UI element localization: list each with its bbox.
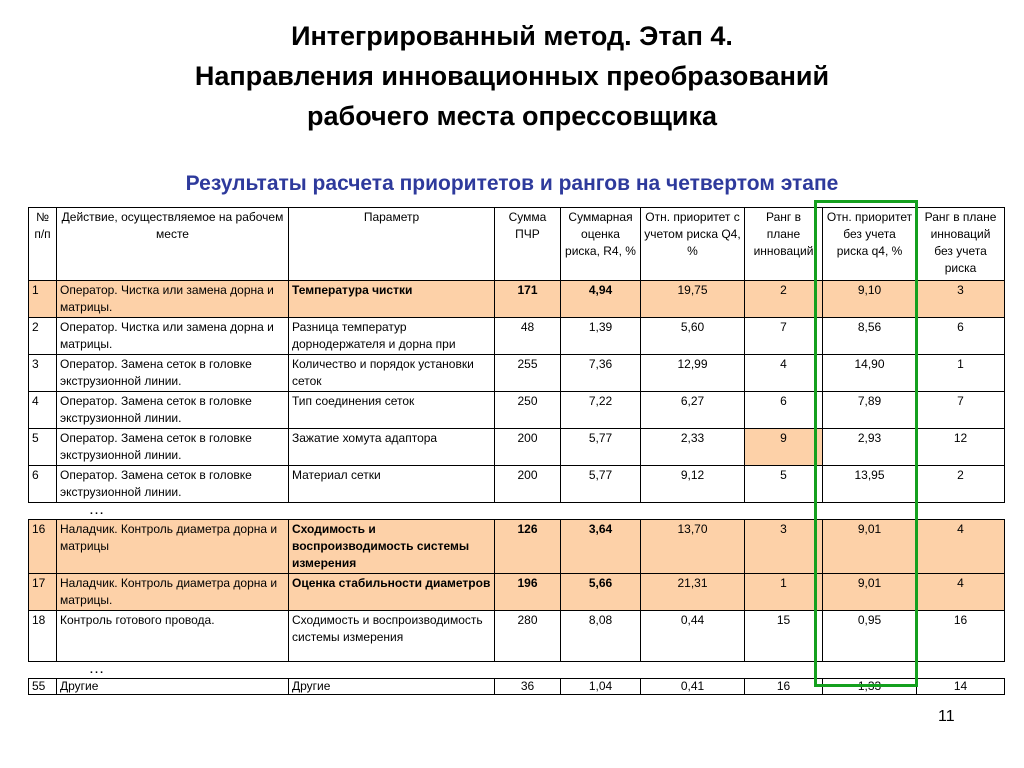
cell-rank: 7 bbox=[745, 318, 823, 355]
cell-q4: 0,41 bbox=[641, 679, 745, 695]
header-action: Действие, осуществляемое на рабочем месте bbox=[57, 208, 289, 281]
cell-num: 55 bbox=[29, 679, 57, 695]
cell-num: 2 bbox=[29, 318, 57, 355]
ellipsis: … bbox=[29, 662, 1005, 679]
cell-q4-norisk: 9,01 bbox=[823, 574, 917, 611]
table-caption: Результаты расчета приоритетов и рангов на четвертом этапе bbox=[185, 172, 839, 195]
cell-sum: 126 bbox=[495, 520, 561, 574]
cell-rank: 6 bbox=[745, 392, 823, 429]
cell-param: Другие bbox=[289, 679, 495, 695]
cell-rank-norisk: 6 bbox=[917, 318, 1005, 355]
cell-q4-norisk: 2,93 bbox=[823, 429, 917, 466]
cell-q4-norisk: 14,90 bbox=[823, 355, 917, 392]
cell-action: Оператор. Замена сеток в головке экструзионной линии. bbox=[57, 429, 289, 466]
cell-param: Оценка стабильности диаметров bbox=[289, 574, 495, 611]
cell-sum: 280 bbox=[495, 611, 561, 662]
cell-rank: 2 bbox=[745, 281, 823, 318]
cell-sum: 200 bbox=[495, 466, 561, 503]
cell-num: 3 bbox=[29, 355, 57, 392]
cell-risk: 3,64 bbox=[561, 520, 641, 574]
cell-action: Контроль готового провода. bbox=[57, 611, 289, 662]
cell-q4-norisk: 13,95 bbox=[823, 466, 917, 503]
header-rel-priority: Отн. приоритет с учетом риска Q4, % bbox=[641, 208, 745, 281]
cell-param: Температура чистки bbox=[289, 281, 495, 318]
cell-q4-norisk: 1,33 bbox=[823, 679, 917, 695]
cell-q4-norisk: 0,95 bbox=[823, 611, 917, 662]
cell-q4-norisk: 9,10 bbox=[823, 281, 917, 318]
cell-risk: 1,04 bbox=[561, 679, 641, 695]
cell-rank: 1 bbox=[745, 574, 823, 611]
highlight-frame bbox=[814, 200, 918, 687]
cell-rank-norisk: 2 bbox=[917, 466, 1005, 503]
cell-sum: 250 bbox=[495, 392, 561, 429]
cell-q4: 12,99 bbox=[641, 355, 745, 392]
cell-risk: 5,77 bbox=[561, 466, 641, 503]
cell-num: 18 bbox=[29, 611, 57, 662]
cell-rank-norisk: 1 bbox=[917, 355, 1005, 392]
cell-q4: 21,31 bbox=[641, 574, 745, 611]
cell-q4-norisk: 9,01 bbox=[823, 520, 917, 574]
cell-action: Оператор. Чистка или замена дорна и матрицы. bbox=[57, 318, 289, 355]
cell-num: 5 bbox=[29, 429, 57, 466]
cell-param: Разница температур дорнодержателя и дорна при bbox=[289, 318, 495, 355]
cell-action: Наладчик. Контроль диаметра дорна и матрицы bbox=[57, 520, 289, 574]
cell-q4: 13,70 bbox=[641, 520, 745, 574]
cell-param: Зажатие хомута адаптора bbox=[289, 429, 495, 466]
cell-risk: 5,66 bbox=[561, 574, 641, 611]
header-num: № п/п bbox=[29, 208, 57, 281]
cell-rank-norisk: 3 bbox=[917, 281, 1005, 318]
slide-title bbox=[0, 16, 1024, 136]
cell-num: 1 bbox=[29, 281, 57, 318]
cell-action: Оператор. Замена сеток в головке экструзионной линии. bbox=[57, 466, 289, 503]
cell-q4-norisk: 8,56 bbox=[823, 318, 917, 355]
header-param: Параметр bbox=[289, 208, 495, 281]
cell-rank: 3 bbox=[745, 520, 823, 574]
cell-rank-norisk: 12 bbox=[917, 429, 1005, 466]
cell-rank: 9 bbox=[745, 429, 823, 466]
cell-risk: 8,08 bbox=[561, 611, 641, 662]
cell-num: 17 bbox=[29, 574, 57, 611]
cell-rank: 15 bbox=[745, 611, 823, 662]
header-rel-priority-norisk: Отн. приоритет без учета риска q4, % bbox=[823, 208, 917, 281]
cell-action: Оператор. Чистка или замена дорна и матрицы. bbox=[57, 281, 289, 318]
title-line-1: Интегрированный метод. Этап 4. bbox=[291, 21, 733, 51]
cell-sum: 171 bbox=[495, 281, 561, 318]
cell-sum: 196 bbox=[495, 574, 561, 611]
cell-rank: 16 bbox=[745, 679, 823, 695]
page-number: 11 bbox=[938, 708, 955, 725]
title-line-3: рабочего места опрессовщика bbox=[307, 101, 717, 131]
cell-rank: 4 bbox=[745, 355, 823, 392]
cell-param: Материал сетки bbox=[289, 466, 495, 503]
cell-sum: 255 bbox=[495, 355, 561, 392]
cell-rank-norisk: 16 bbox=[917, 611, 1005, 662]
cell-q4: 6,27 bbox=[641, 392, 745, 429]
cell-param: Тип соединения сеток bbox=[289, 392, 495, 429]
cell-q4-norisk: 7,89 bbox=[823, 392, 917, 429]
cell-num: 4 bbox=[29, 392, 57, 429]
cell-param: Сходимость и воспроизводимость системы измерения bbox=[289, 611, 495, 662]
cell-rank: 5 bbox=[745, 466, 823, 503]
cell-sum: 200 bbox=[495, 429, 561, 466]
cell-q4: 5,60 bbox=[641, 318, 745, 355]
cell-num: 16 bbox=[29, 520, 57, 574]
cell-sum: 36 bbox=[495, 679, 561, 695]
cell-risk: 5,77 bbox=[561, 429, 641, 466]
cell-risk: 7,36 bbox=[561, 355, 641, 392]
cell-rank-norisk: 4 bbox=[917, 520, 1005, 574]
cell-q4: 19,75 bbox=[641, 281, 745, 318]
cell-q4: 2,33 bbox=[641, 429, 745, 466]
cell-action: Оператор. Замена сеток в головке экструзионной линии. bbox=[57, 355, 289, 392]
cell-rank-norisk: 4 bbox=[917, 574, 1005, 611]
cell-action: Другие bbox=[57, 679, 289, 695]
cell-risk: 4,94 bbox=[561, 281, 641, 318]
cell-sum: 48 bbox=[495, 318, 561, 355]
header-rank: Ранг в плане инноваций bbox=[745, 208, 823, 281]
cell-risk: 7,22 bbox=[561, 392, 641, 429]
cell-rank-norisk: 14 bbox=[917, 679, 1005, 695]
cell-action: Оператор. Замена сеток в головке экструзионной линии. bbox=[57, 392, 289, 429]
cell-q4: 9,12 bbox=[641, 466, 745, 503]
cell-action: Наладчик. Контроль диаметра дорна и матрицы. bbox=[57, 574, 289, 611]
header-risk: Суммарная оценка риска, R4, % bbox=[561, 208, 641, 281]
ellipsis: … bbox=[29, 503, 1005, 520]
title-line-2: Направления инновационных преобразований bbox=[194, 61, 830, 91]
header-sum-pchr: Сумма ПЧР bbox=[495, 208, 561, 281]
cell-q4: 0,44 bbox=[641, 611, 745, 662]
header-rank-norisk: Ранг в плане инноваций без учета риска bbox=[917, 208, 1005, 281]
cell-param: Количество и порядок установки сеток bbox=[289, 355, 495, 392]
cell-risk: 1,39 bbox=[561, 318, 641, 355]
cell-num: 6 bbox=[29, 466, 57, 503]
cell-param: Сходимость и воспроизводимость системы измерения bbox=[289, 520, 495, 574]
cell-rank-norisk: 7 bbox=[917, 392, 1005, 429]
